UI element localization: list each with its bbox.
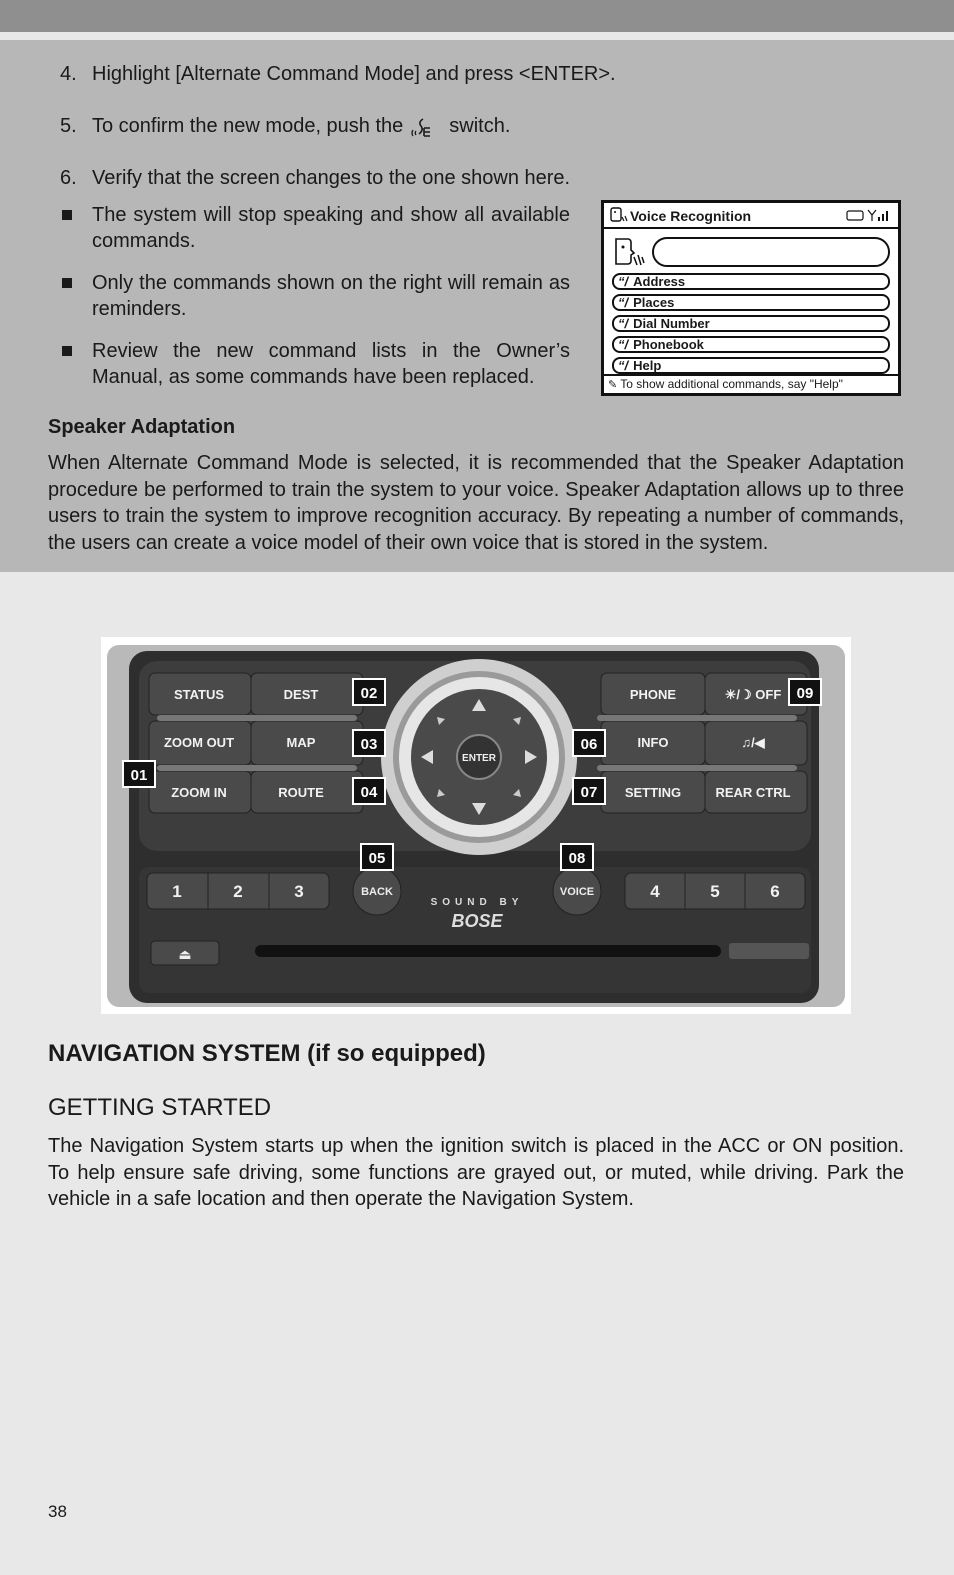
page-number: 38: [48, 1502, 67, 1521]
navigation-heading: NAVIGATION SYSTEM (if so equipped): [48, 1040, 486, 1067]
bullet-item: Review the new command lists in the Owner’s Manual, as some commands have been replaced.: [60, 338, 570, 390]
svg-text:ENTER: ENTER: [462, 753, 496, 764]
bose-logo: BOSE: [451, 911, 503, 931]
preset-1-button[interactable]: 1: [172, 882, 182, 901]
vr-title: Voice Recognition: [630, 208, 752, 224]
talk-small-icon: ✎: [608, 379, 621, 391]
voice-face-icon: [610, 207, 628, 223]
top-bar: [0, 0, 954, 32]
setting-button[interactable]: SETTING: [624, 785, 682, 800]
vr-command-places: “/ Places: [612, 294, 890, 311]
svg-text:⏏: ⏏: [178, 946, 192, 962]
voice-recognition-screen: [601, 200, 901, 396]
audio-mute-button[interactable]: ♫/◀: [741, 735, 765, 750]
bullet-square: [62, 210, 72, 220]
vr-command-help: “/ Help: [612, 357, 890, 374]
back-button[interactable]: [353, 867, 401, 915]
info-button[interactable]: INFO: [637, 735, 669, 750]
vr-command-dial-number: “/ Dial Number: [612, 315, 890, 332]
step-5: 5. To confirm the new mode, push the switch.: [60, 115, 511, 137]
logo-badges: [729, 943, 809, 959]
speech-bubble: [652, 237, 890, 267]
phone-button[interactable]: PHONE: [629, 687, 677, 702]
callout-09: 09: [796, 685, 814, 702]
preset-2-button[interactable]: 2: [233, 882, 243, 901]
callout-03: 03: [360, 736, 378, 753]
voice-button[interactable]: [553, 867, 601, 915]
bullet-square: [62, 278, 72, 288]
zoom-out-button[interactable]: ZOOM OUT: [163, 735, 235, 750]
eject-button[interactable]: [151, 941, 219, 965]
callout-06: 06: [580, 736, 598, 753]
preset-6-button[interactable]: 6: [770, 882, 780, 901]
map-button[interactable]: MAP: [286, 735, 316, 750]
preset-4-button[interactable]: 4: [650, 882, 660, 901]
vr-command-phonebook: “/ Phonebook: [612, 336, 890, 353]
callout-01: 01: [130, 767, 148, 784]
rear-ctrl-button[interactable]: REAR CTRL: [715, 785, 791, 800]
signal-icon: [846, 208, 892, 222]
svg-text:VOICE: VOICE: [559, 886, 595, 898]
center-dial[interactable]: [381, 659, 577, 855]
control-panel-drawing: [101, 637, 851, 1014]
speaker-adaptation-heading: Speaker Adaptation: [48, 416, 236, 438]
step-6: 6. Verify that the screen changes to the one shown here.: [60, 167, 571, 189]
vr-footer: ✎ To show additional commands, say "Help": [604, 374, 898, 393]
route-button[interactable]: ROUTE: [278, 785, 324, 800]
vr-command-address: “/ Address: [612, 273, 890, 290]
speaker-adaptation-body: When Alternate Command Mode is selected, it is recommended that the Speaker Adaptation procedure be performed to train the system to your voice. Speaker Adaptation allows up to three users to train the system to improve recognition accuracy. By repeating a number of commands, the users can create a voice model of their own voice that is stored in the system.: [48, 452, 904, 554]
preset-5-button[interactable]: 5: [710, 882, 720, 901]
status-button[interactable]: STATUS: [173, 687, 225, 702]
callout-04: 04: [360, 784, 378, 801]
dest-button[interactable]: DEST: [283, 687, 319, 702]
control-panel-photo: [101, 637, 851, 1014]
callout-02: 02: [360, 685, 378, 702]
bullet-square: [62, 346, 72, 356]
callout-05: 05: [368, 850, 386, 867]
preset-3-button[interactable]: 3: [294, 882, 304, 901]
speaking-face-icon: [612, 237, 646, 269]
callout-07: 07: [580, 784, 598, 801]
vr-title-bar: [604, 203, 898, 229]
cd-slot: [255, 945, 721, 957]
callout-08: 08: [568, 850, 586, 867]
svg-text:BACK: BACK: [361, 886, 393, 898]
bullet-item: Only the commands shown on the right will remain as reminders.: [60, 270, 570, 322]
getting-started-body: The Navigation System starts up when the ignition switch is placed in the ACC or ON position. To help ensure safe driving, some functions are grayed out, or muted, while driving. Park the vehicle in a safe location and then operate the Navigation System.: [48, 1135, 904, 1210]
display-off-button[interactable]: ☀/☽ OFF: [724, 687, 782, 702]
getting-started-heading: GETTING STARTED: [48, 1094, 272, 1121]
step-4: 4. Highlight [Alternate Command Mode] and press <ENTER>.: [60, 63, 616, 85]
bullet-list: [60, 202, 570, 406]
bullet-item: The system will stop speaking and show all available commands.: [60, 202, 570, 254]
talk-switch-icon: [409, 116, 437, 138]
zoom-in-button[interactable]: ZOOM IN: [171, 785, 227, 800]
brand-line-1: SOUND BY: [430, 897, 524, 908]
